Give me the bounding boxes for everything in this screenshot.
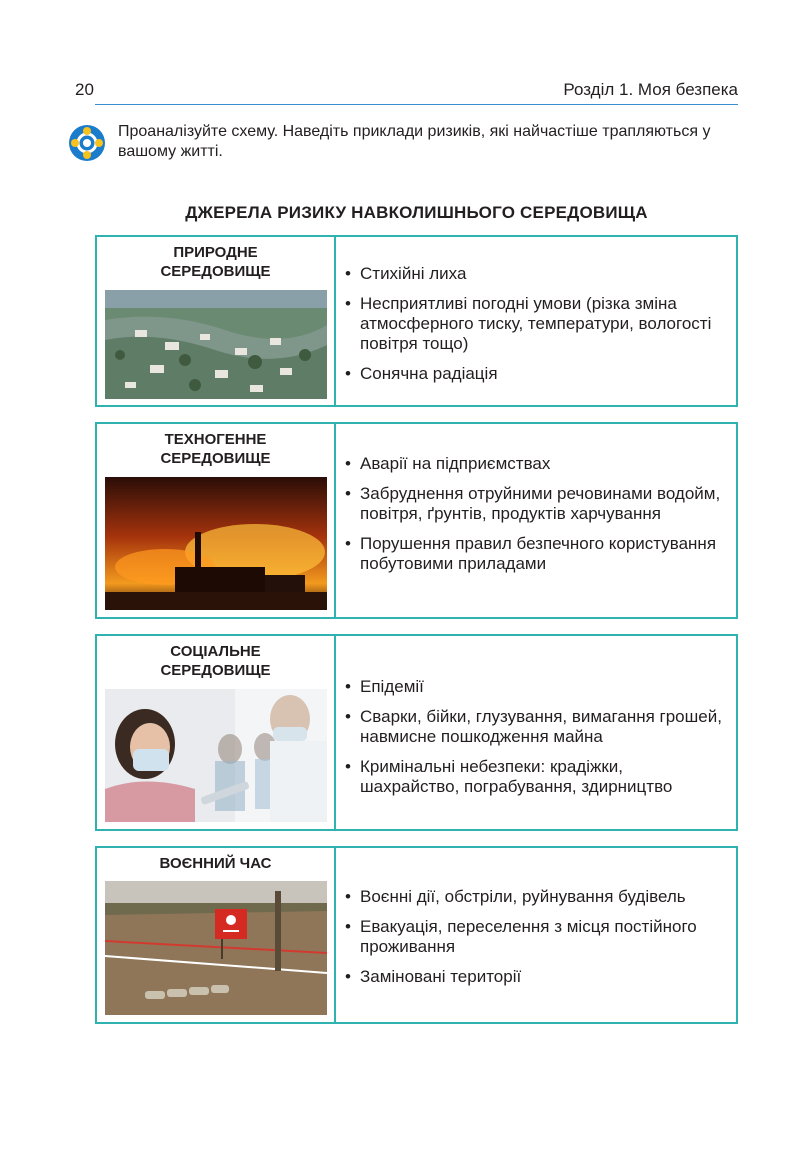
vaccination-masks-photo: [105, 689, 327, 822]
list-item: • Сварки, бійки, глузування, вимагання грошей, навмисне пошкодження майна: [344, 707, 726, 747]
task-block: [68, 122, 748, 172]
list-item: • Стихійні лиха: [344, 264, 726, 284]
diagram-title: ДЖЕРЕЛА РИЗИКУ НАВКОЛИШНЬОГО СЕРЕДОВИЩА: [185, 203, 648, 222]
factory-fire-photo: [105, 477, 327, 610]
section-natural-title: ПРИРОДНЕ СЕРЕДОВИЩЕ: [160, 244, 271, 280]
list-item: • Кримінальні небезпеки: крадіжки, шахрайство, пограбування, здирництво: [344, 757, 726, 797]
section-wartime-title: ВОЄННИЙ ЧАС: [159, 855, 272, 872]
section-technogenic-left: [97, 424, 336, 617]
section-natural-list: [344, 264, 726, 384]
section-wartime-right: [344, 848, 726, 1022]
list-item: • Порушення правил безпечного користування побутовими приладами: [344, 534, 726, 574]
page-header: [75, 78, 738, 105]
list-item: • Евакуація, переселення з місця постійного проживання: [344, 917, 726, 957]
section-natural-right: [344, 237, 726, 405]
section-social-list: [344, 677, 726, 797]
section-social-left: [97, 636, 336, 829]
minefield-sign-photo: [105, 881, 327, 1015]
team-circle-icon: [68, 124, 106, 162]
section-technogenic-list: [344, 454, 726, 574]
page-number: 20: [75, 80, 94, 99]
list-item: • Воєнні дії, обстріли, руйнування будівель: [344, 887, 726, 907]
list-item: • Аварії на підприємствах: [344, 454, 726, 474]
section-social: [95, 634, 738, 831]
list-item: • Заміновані території: [344, 967, 726, 987]
section-social-right: [344, 636, 726, 829]
section-wartime: [95, 846, 738, 1024]
list-item: • Сонячна радіація: [344, 364, 726, 384]
section-natural: [95, 235, 738, 407]
list-item: • Забруднення отруйними речовинами водойм, повітря, ґрунтів, продуктів харчування: [344, 484, 726, 524]
section-social-title: СОЦІАЛЬНЕ СЕРЕДОВИЩЕ: [160, 643, 271, 679]
list-item: • Епідемії: [344, 677, 726, 697]
section-natural-left: [97, 237, 336, 405]
section-technogenic: [95, 422, 738, 619]
section-wartime-list: [344, 887, 726, 987]
section-wartime-left: [97, 848, 336, 1022]
task-text: Проаналізуйте схему. Наведіть приклади ризиків, які найчастіше трапляються у вашому житті.: [118, 123, 711, 160]
list-item: • Несприятливі погодні умови (різка зміна атмосферного тиску, температури, вологості повітря тощо): [344, 294, 726, 354]
flooded-town-photo: [105, 290, 327, 399]
section-technogenic-right: [344, 424, 726, 617]
section-technogenic-title: ТЕХНОГЕННЕ СЕРЕДОВИЩЕ: [160, 431, 271, 467]
section-title: Розділ 1. Моя безпека: [563, 80, 738, 99]
